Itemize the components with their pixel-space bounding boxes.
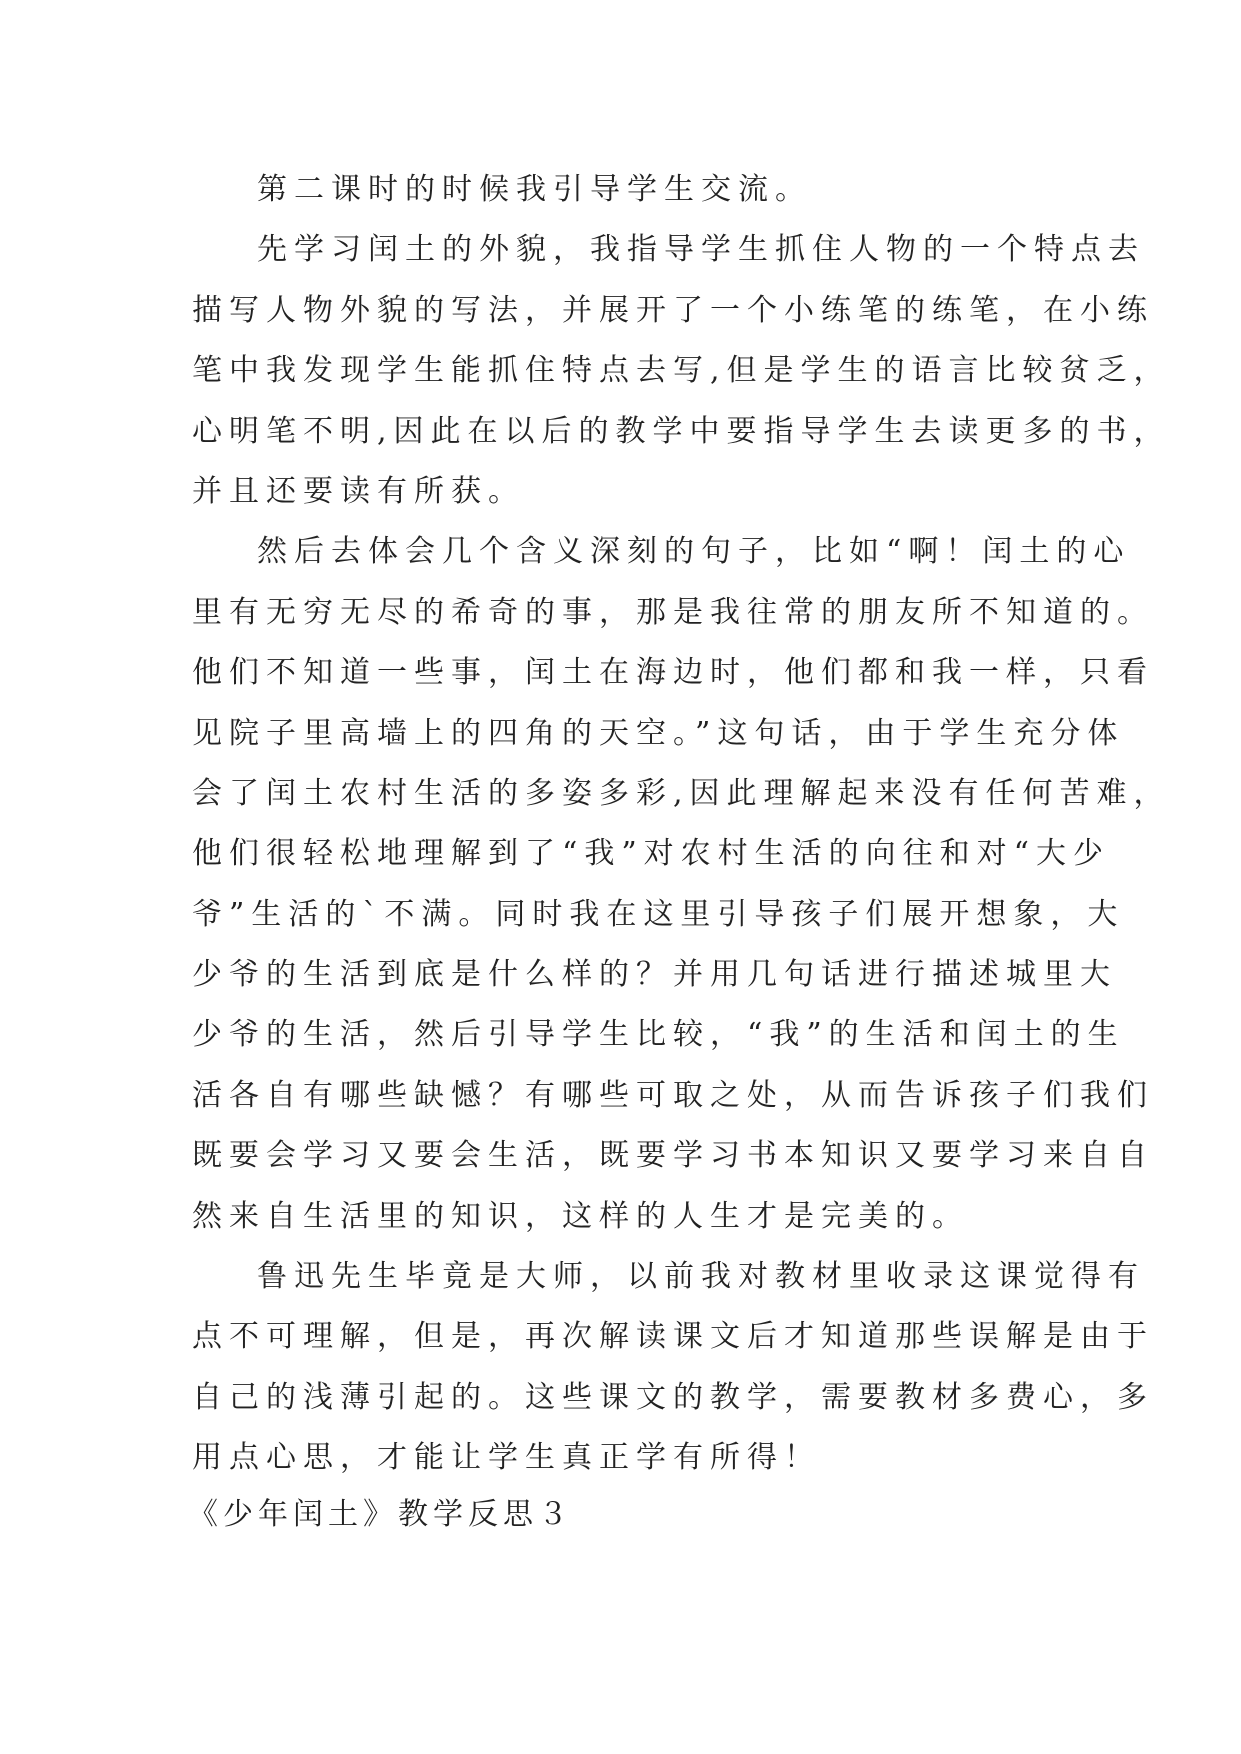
paragraph-3	[192, 522, 1171, 1247]
paragraph-line: 里有无穷无尽的希奇的事，那是我往常的朋友所不知道的。	[192, 594, 1154, 630]
paragraph-line: 然来自生活里的知识，这样的人生才是完美的。	[192, 1198, 969, 1234]
paragraph-line: 先学习闰土的外貌，我指导学生抓住人物的一个特点去	[257, 232, 1145, 268]
paragraph-line: 活各自有哪些缺憾？有哪些可取之处，从而告诉孩子们我们	[192, 1077, 1154, 1113]
paragraph-line: 鲁迅先生毕竟是大师，以前我对教材里收录这课觉得有	[257, 1259, 1145, 1295]
paragraph-2	[192, 220, 1171, 522]
paragraph-line: 少爷的生活，然后引导学生比较，“我”的生活和闰土的生	[192, 1017, 1125, 1053]
paragraph-line: 会了闰土农村生活的多姿多彩,因此理解起来没有任何苦难，	[192, 775, 1171, 811]
paragraph-line: 第二课时的时候我引导学生交流。	[257, 172, 812, 207]
paragraph-line: 并且还要读有所获。	[192, 473, 525, 509]
paragraph-line: 描写人物外貌的写法，并展开了一个小练笔的练笔，在小练	[192, 292, 1154, 328]
paragraph-line: 自己的浅薄引起的。这些课文的教学，需要教材多费心，多	[192, 1379, 1154, 1415]
document-body	[192, 160, 1171, 1489]
paragraph-line: 用点心思，才能让学生真正学有所得！	[192, 1440, 821, 1476]
paragraph-4	[192, 1247, 1154, 1489]
paragraph-line: 既要会学习又要会生活，既要学习书本知识又要学习来自自	[192, 1138, 1154, 1174]
paragraph-line: 少爷的生活到底是什么样的？并用几句话进行描述城里大	[192, 957, 1117, 993]
paragraph-line: 点不可理解，但是，再次解读课文后才知道那些误解是由于	[192, 1319, 1154, 1355]
paragraph-line: 见院子里高墙上的四角的天空。”这句话，由于学生充分体	[192, 715, 1125, 751]
paragraph-line: 笔中我发现学生能抓住特点去写,但是学生的语言比较贫乏，	[192, 353, 1171, 389]
paragraph-1	[192, 160, 1054, 220]
paragraph-line: 心明笔不明,因此在以后的教学中要指导学生去读更多的书，	[192, 413, 1171, 449]
section-title: 《少年闰土》教学反思３	[188, 1497, 573, 1532]
paragraph-line: 然后去体会几个含义深刻的句子，比如“啊！闰土的心	[257, 534, 1131, 570]
paragraph-line: 他们很轻松地理解到了“我”对农村生活的向往和对“大少	[192, 836, 1111, 872]
paragraph-line: 他们不知道一些事，闰土在海边时，他们都和我一样，只看	[192, 655, 1154, 691]
paragraph-line: 爷”生活的`不满。同时我在这里引导孩子们展开想象，大	[192, 896, 1125, 932]
